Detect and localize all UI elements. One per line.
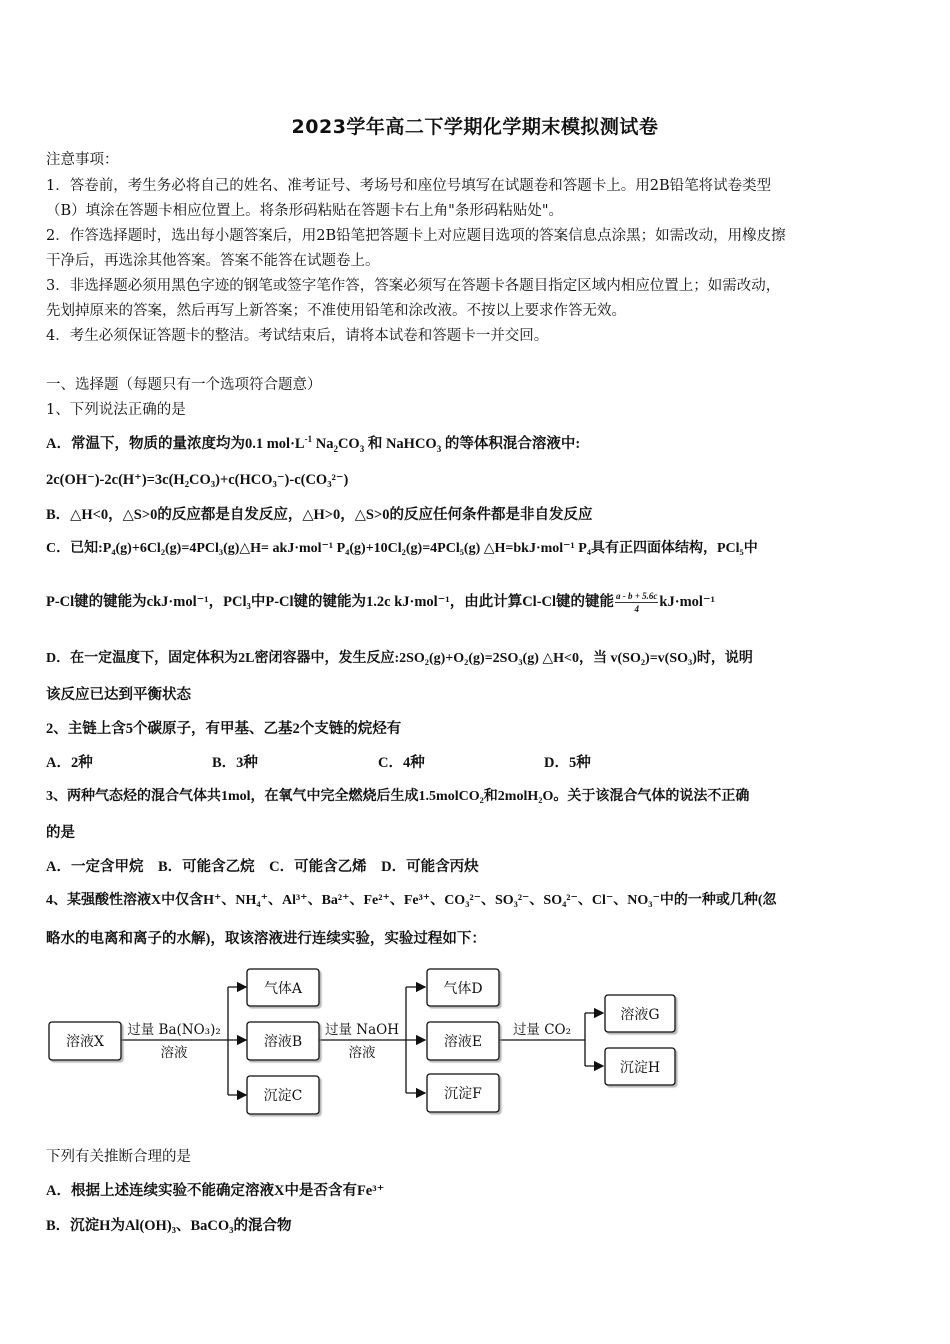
q1-a-text-3: 和 NaHCO <box>367 436 437 452</box>
q1-stem: 1、下列说法正确的是 <box>46 402 186 418</box>
q4-option-a: A．根据上述连续实验不能确定溶液X中是否含有Fe³⁺ <box>46 1183 385 1199</box>
q4-option-b: B．沉淀H为Al(OH)₃、BaCO₃的混合物 <box>46 1218 292 1234</box>
label-solution-e: 溶液E <box>443 1034 483 1050</box>
q1-c-fraction <box>615 590 658 615</box>
q1-option-a: A．常温下，物质的量浓度均为0.1 $mol\cdot L^{-1}$ $Na_2CO_3$ 和 NaHCO$_3$ 的等体积混合溶液中: <box>46 434 581 454</box>
q1-c-text: P-Cl键的键能为ckJ·mol⁻¹，PCl₃中P-Cl键的键能为1.2c kJ·mol⁻¹，由此计算Cl-Cl键的键能 <box>46 593 615 610</box>
notice-line-2: （B）填涂在答题卡相应位置上。将条形码粘贴在答题卡右上角"条形码粘贴处"。 <box>46 203 563 219</box>
label-solution-x: 溶液X <box>66 1034 104 1050</box>
step1-reagent: 过量 Ba(NO₃)₂ <box>127 1022 221 1038</box>
notice-heading: 注意事项： <box>46 152 119 168</box>
q3-line-1: 3、两种气态烃的混合气体共1mol，在氧气中完全燃烧后生成1.5molCO₂和2molH₂O。关于该混合气体的说法不正确 <box>46 789 750 804</box>
label-gas-a: 气体A <box>263 981 303 997</box>
q1-a-text-1: A．常温下，物质的量浓度均为0.1 mol·L <box>46 436 305 452</box>
label-solution-b: 溶液B <box>263 1034 303 1050</box>
experiment-flowchart <box>40 960 700 1120</box>
notice-line-1: 1．答卷前，考生务必将自己的姓名、准考证号、考场号和座位号填写在试题卷和答题卡上。用2B铅笔将试卷类型 <box>46 178 772 194</box>
q3-options: A．一定含甲烷 B．可能含乙烷 C．可能含乙烯 D．可能含丙炔 <box>46 859 479 875</box>
q1-a-text-2: Na <box>312 436 334 452</box>
label-gas-d: 气体D <box>443 981 483 997</box>
q1-option-d-line-1: D．在一定温度下，固定体积为2L密闭容器中，发生反应:2SO₂(g)+O₂(g)=2SO₃(g) △H<0，当 v(SO₂)=v(SO₃)时，说明 <box>46 651 753 666</box>
notice-line-4: 干净后，再选涂其他答案。答案不能答在试题卷上。 <box>46 253 380 269</box>
step2-reagent: 过量 NaOH <box>325 1022 399 1038</box>
q1-option-c-line-2 <box>46 590 906 615</box>
q1-option-b: B．△H<0，△S>0的反应都是自发反应，△H>0，△S>0的反应任何条件都是非自发反应 <box>46 507 593 523</box>
q4-prompt: 下列有关推断合理的是 <box>46 1149 191 1165</box>
fraction-denominator: 4 <box>634 604 639 614</box>
step1-reagent-form: 溶液 <box>160 1045 188 1061</box>
q2-option-b: B．3种 <box>212 755 258 771</box>
step2-reagent-form: 溶液 <box>348 1045 376 1061</box>
q2-option-a: A．2种 <box>46 755 93 771</box>
label-precipitate-c: 沉淀C <box>263 1088 303 1104</box>
q2-option-d: D．5种 <box>544 755 591 771</box>
label-precipitate-f: 沉淀F <box>444 1086 482 1102</box>
notice-line-5: 3．非选择题必须用黑色字迹的钢笔或签字笔作答，答案必须写在答题卡各题目指定区域内相应位置上；如需改动， <box>46 278 781 294</box>
q4-line-1: 4、某强酸性溶液X中仅含H⁺、NH₄⁺、Al³⁺、Ba²⁺、Fe²⁺、Fe³⁺、CO₃²⁻、SO₃²⁻、SO₄²⁻、Cl⁻、NO₃⁻中的一种或几种(忽 <box>46 893 777 908</box>
q1-a-text-4: 的等体积混合溶液中: <box>444 436 581 452</box>
fraction-numerator: a - b + 5.6c <box>616 591 658 601</box>
step3-reagent: 过量 CO₂ <box>512 1022 572 1038</box>
q2-options <box>46 753 906 773</box>
notice-line-7: 4．考生必须保证答题卡的整洁。考试结束后，请将本试卷和答题卡一并交回。 <box>46 328 549 344</box>
section-title: 一、选择题（每题只有一个选项符合题意） <box>46 377 322 393</box>
label-solution-g: 溶液G <box>620 1007 660 1023</box>
label-precipitate-h: 沉淀H <box>619 1060 661 1076</box>
page-title: 2023学年高二下学期化学期末模拟测试卷 <box>291 116 659 138</box>
q2-option-c: C．4种 <box>378 755 425 771</box>
q3-line-2: 的是 <box>46 825 75 841</box>
q1-option-d-line-2: 该反应已达到平衡状态 <box>46 687 191 703</box>
q1-equation: 2c(OH⁻)-2c(H⁺)=3c(H₂CO₃)+c(HCO₃⁻)-c(CO₃²⁻) <box>46 472 349 488</box>
notice-line-6: 先划掉原来的答案，然后再写上新答案；不准使用铅笔和涂改液。不按以上要求作答无效。 <box>46 303 626 319</box>
q1-option-c-line-1: C．已知:P₄(g)+6Cl₂(g)=4PCl₃(g)△H= akJ·mol⁻¹ P₄(g)+10Cl₂(g)=4PCl₅(g) △H=bkJ·mol⁻¹ P₄具有正四面体结构，PCl₅中 <box>46 541 758 556</box>
q4-line-2: 略水的电离和离子的水解)，取该溶液进行连续实验，实验过程如下： <box>46 931 486 947</box>
q1-c-unit: kJ·mol⁻¹ <box>659 593 715 610</box>
q2-stem: 2、主链上含5个碳原子，有甲基、乙基2个支链的烷烃有 <box>46 721 402 737</box>
notice-line-3: 2．作答选择题时，选出每小题答案后，用2B铅笔把答题卡上对应题目选项的答案信息点涂黑；如需改动，用橡皮擦 <box>46 228 786 244</box>
